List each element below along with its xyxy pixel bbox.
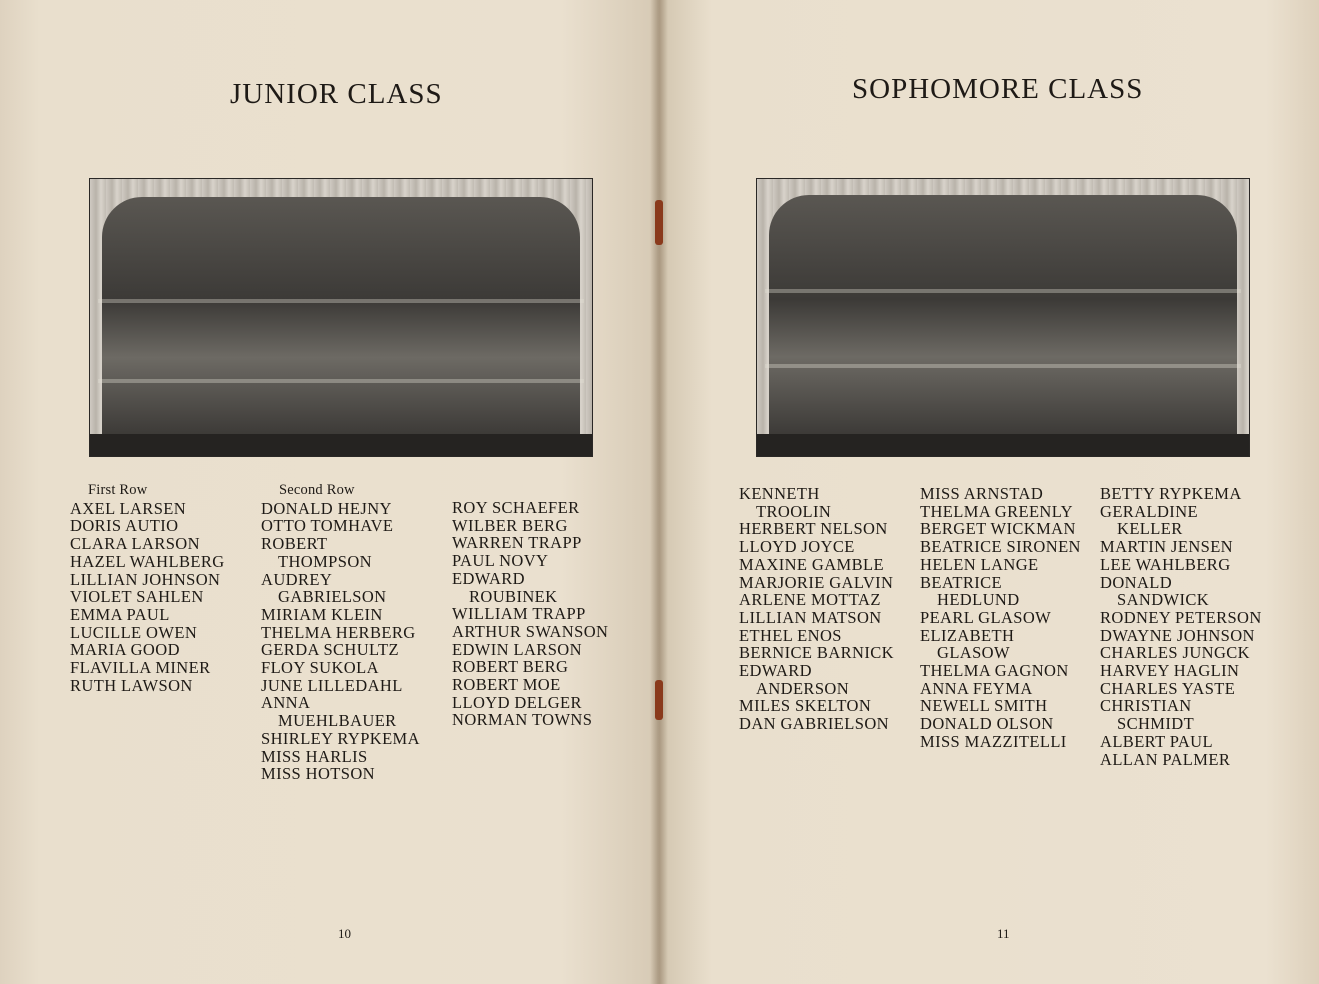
name-entry: BERGET WICKMAN [920,519,1076,539]
name-entry: KENNETH [739,484,820,503]
name-entry: LILLIAN JOHNSON [70,569,221,589]
name-entry: BEATRICE [920,572,1003,592]
name-entry: LLOYD JOYCE [739,537,855,557]
name-entry: GLASOW [937,643,1010,663]
first-row-heading: First Row [88,482,148,498]
name-entry: EMMA PAUL [70,604,170,624]
name-entry: MISS MAZZITELLI [920,731,1067,751]
name-entry: EDWARD [452,568,525,588]
name-entry: ANDERSON [756,678,850,698]
name-entry: OTTO TOMHAVE [261,516,394,536]
sophomore-col-3 [1100,485,1262,768]
name-entry: NEWELL SMITH [920,696,1048,716]
name-entry: ANNA [261,693,311,713]
name-entry: HAZEL WAHLBERG [70,551,225,571]
name-entry: ALLAN PALMER [1100,749,1231,769]
name-entry: RUTH LAWSON [70,675,193,695]
name-entry: ROBERT [261,534,328,554]
sophomore-class-photo [756,178,1250,457]
name-entry: NORMAN TOWNS [452,710,593,730]
name-entry: PEARL GLASOW [920,607,1052,627]
name-entry: MARTIN JENSEN [1100,537,1234,557]
binding-stitch [655,200,663,245]
name-entry: GABRIELSON [278,587,387,607]
name-entry: ROY SCHAEFER [452,498,580,517]
name-entry: BETTY RYPKEMA [1100,484,1242,503]
name-entry: ARTHUR SWANSON [452,621,609,641]
name-entry: ROUBINEK [469,586,558,606]
name-entry: THELMA HERBERG [261,622,416,642]
sophomore-col-1 [739,485,894,733]
name-entry: ANNA FEYMA [920,678,1033,698]
name-entry: LEE WAHLBERG [1100,554,1231,574]
junior-col-1 [70,482,225,694]
name-entry: HEDLUND [937,590,1020,610]
name-entry: ARLENE MOTTAZ [739,590,881,610]
book-gutter [650,0,668,984]
name-entry: ROBERT MOE [452,675,561,695]
name-entry: THOMPSON [278,551,372,571]
name-entry: DORIS AUTIO [70,516,179,536]
name-entry: MARJORIE GALVIN [739,572,894,592]
name-entry: SHIRLEY RYPKEMA [261,728,420,748]
page-number-right: 11 [997,926,1010,941]
page-number-left: 10 [338,926,351,941]
name-entry: SCHMIDT [1117,714,1195,734]
right-page [659,0,1319,984]
name-entry: THELMA GREENLY [920,501,1073,521]
name-entry: MIRIAM KLEIN [261,604,383,624]
name-entry: GERALDINE [1100,501,1198,521]
name-entry: WILBER BERG [452,515,568,535]
name-entry: BERNICE BARNICK [739,643,894,663]
binding-stitch [655,680,663,720]
name-entry: LILLIAN MATSON [739,607,882,627]
name-entry: VIOLET SAHLEN [70,587,204,607]
name-entry: SANDWICK [1117,590,1210,610]
name-entry: DONALD [1100,572,1173,592]
name-entry: MAXINE GAMBLE [739,554,884,574]
name-entry: HERBERT NELSON [739,519,888,539]
name-entry: EDWIN LARSON [452,639,582,659]
name-entry: LUCILLE OWEN [70,622,198,642]
name-entry: CLARA LARSON [70,534,200,554]
name-entry: HARVEY HAGLIN [1100,661,1240,681]
name-entry: TROOLIN [756,501,832,521]
name-entry: JUNE LILLEDAHL [261,675,403,695]
name-entry: MISS ARNSTAD [920,484,1044,503]
name-entry: CHARLES YASTE [1100,678,1236,698]
name-entry: ALBERT PAUL [1100,731,1213,751]
second-row-heading: Second Row [279,482,355,498]
junior-class-title: JUNIOR CLASS [230,78,443,110]
name-entry: CHARLES JUNGCK [1100,643,1250,663]
name-entry: BEATRICE SIRONEN [920,537,1081,557]
name-entry: DONALD OLSON [920,714,1054,734]
junior-class-photo [89,178,593,457]
name-entry: WILLIAM TRAPP [452,604,586,624]
name-entry: DONALD HEJNY [261,498,392,518]
junior-col-3 [452,499,608,729]
name-entry: DWAYNE JOHNSON [1100,625,1255,645]
name-entry: MILES SKELTON [739,696,872,716]
name-entry: MUEHLBAUER [278,711,397,731]
name-entry: AXEL LARSEN [70,498,187,518]
name-entry: ROBERT BERG [452,657,569,677]
name-entry: MISS HOTSON [261,764,375,784]
name-entry: DAN GABRIELSON [739,714,889,734]
name-entry: PAUL NOVY [452,551,549,571]
name-entry: HELEN LANGE [920,554,1039,574]
name-entry: MISS HARLIS [261,746,368,766]
name-entry: WARREN TRAPP [452,533,582,553]
name-entry: ETHEL ENOS [739,625,842,645]
name-entry: KELLER [1117,519,1183,539]
name-entry: EDWARD [739,661,812,681]
name-entry: FLAVILLA MINER [70,658,211,678]
left-page [0,0,659,984]
name-entry: RODNEY PETERSON [1100,607,1262,627]
name-entry: FLOY SUKOLA [261,658,379,678]
name-entry: ELIZABETH [920,625,1015,645]
name-entry: LLOYD DELGER [452,692,582,712]
junior-col-2 [261,482,420,783]
name-entry: THELMA GAGNON [920,661,1069,681]
name-entry: GERDA SCHULTZ [261,640,399,660]
name-entry: AUDREY [261,569,333,589]
sophomore-col-2 [920,485,1081,751]
sophomore-class-title: SOPHOMORE CLASS [852,73,1144,105]
name-entry: MARIA GOOD [70,640,180,660]
name-entry: CHRISTIAN [1100,696,1192,716]
